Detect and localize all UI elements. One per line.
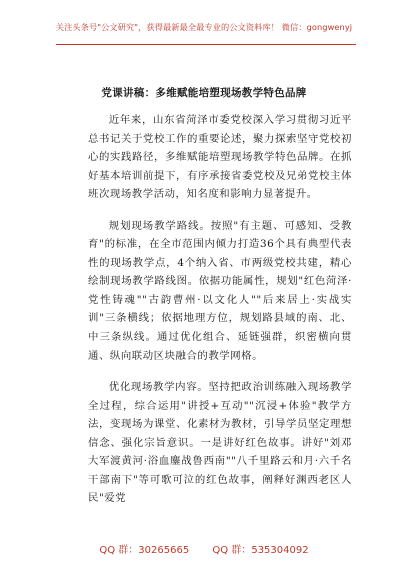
header-banner: 关注头条号"公文研究"，获得最新最全最专业的公文资料库！ 微信：gongwenyj [55,22,353,32]
footer-qq-group-2: QQ 群：535304092 [212,545,309,556]
paragraph-3: 优化现场教学内容。坚持把政治训练融入现场教学全过程，综合运用"讲授+互动""沉浸+体验"教学方法，变现场为课堂、化素材为教材，引导学员坚定理想信念、强化宗旨意识。一是讲好红色故事。讲好"刘邓大军渡黄河·浴血鏖战鲁西南""八千里路云和月·六千名干部南下"等可歌可泣的红色故事，阐释好渊西老区人民"爱党 [88,381,352,505]
header-divider [56,44,356,45]
footer-contacts [0,541,408,556]
paragraph-1: 近年来，山东省菏泽市委党校深入学习贯彻习近平总书记关于党校工作的重要论述，聚力探索坚守党校初心的实践路径，多维赋能培塑现场教学特色品牌。在抓好基本培训前提下，有序承接省委党校及兄弟党校主体班次现场教学活动，知名度和影响力显著提升。 [88,114,352,201]
document-body [88,111,352,521]
footer-qq-group-1: QQ 群：30265665 [99,545,190,556]
document-title: 党课讲稿：多维赋能培塑现场教学特色品牌 [101,87,307,99]
paragraph-2: 规划现场教学路线。按照"有主题、可感知、受教育"的标准，在全市范围内倾力打造36个具有典型代表性的现场教学点，4个纳入省、市两级党校共建，精心绘制现场教学路线图。依据功能属性，规划"红色菏泽·党性铸魂""古韵曹州·以文化人""后来居上·实战实训"三条横线；依据地理方位，规划路县域的南、北、中三条纵线。通过优化组合、延链强群，织密横向贯通、纵向联动区块融合的教学网格。 [88,219,352,362]
